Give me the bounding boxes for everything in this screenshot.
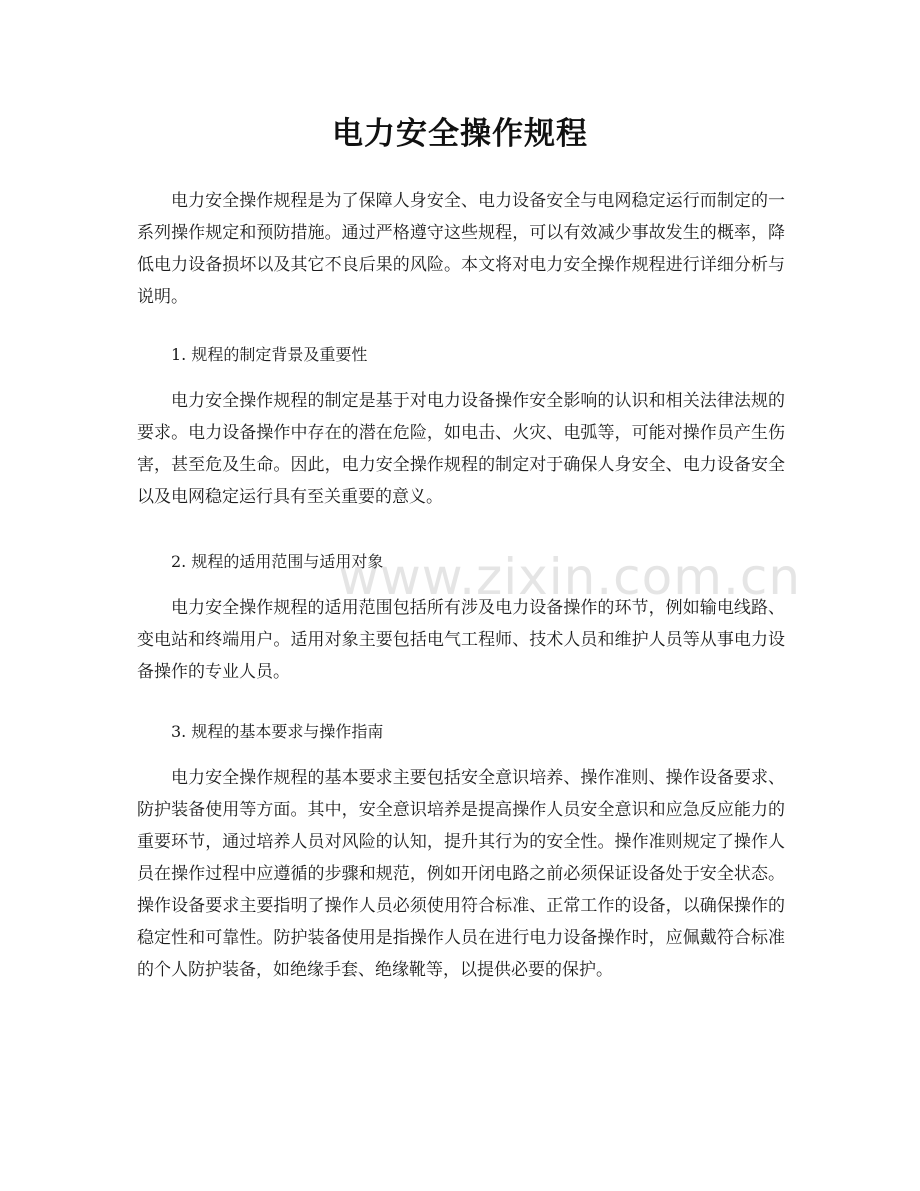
section-3-paragraph: 电力安全操作规程的基本要求主要包括安全意识培养、操作准则、操作设备要求、防护装备使用等方面。其中，安全意识培养是提高操作人员安全意识和应急反应能力的重要环节，通过培养人员对风险的认知，提升其行为的安全性。操作准则规定了操作人员在操作过程中应遵循的步骤和规范，例如开闭电路之前必须保证设备处于安全状态。操作设备要求主要指明了操作人员必须使用符合标准、正常工作的设备，以确保操作的稳定性和可靠性。防护装备使用是指操作人员在进行电力设备操作时，应佩戴符合标准的个人防护装备，如绝缘手套、绝缘靴等，以提供必要的保护。 <box>137 768 785 980</box>
intro-paragraph: 电力安全操作规程是为了保障人身安全、电力设备安全与电网稳定运行而制定的一系列操作规定和预防措施。通过严格遵守这些规程，可以有效减少事故发生的概率，降低电力设备损坏以及其它不良后果的风险。本文将对电力安全操作规程进行详细分析与说明。 <box>137 191 785 307</box>
section-3-heading: 3. 规程的基本要求与操作指南 <box>171 722 384 741</box>
section-2-heading: 2. 规程的适用范围与适用对象 <box>171 552 384 571</box>
section-1-heading: 1. 规程的制定背景及重要性 <box>171 345 368 364</box>
document-title: 电力安全操作规程 <box>332 116 588 152</box>
section-2-paragraph: 电力安全操作规程的适用范围包括所有涉及电力设备操作的环节，例如输电线路、变电站和终端用户。适用对象主要包括电气工程师、技术人员和维护人员等从事电力设备操作的专业人员。 <box>137 598 785 682</box>
section-1-paragraph: 电力安全操作规程的制定是基于对电力设备操作安全影响的认识和相关法律法规的要求。电力设备操作中存在的潜在危险，如电击、火灾、电弧等，可能对操作员产生伤害，甚至危及生命。因此，电力安全操作规程的制定对于确保人身安全、电力设备安全以及电网稳定运行具有至关重要的意义。 <box>137 391 785 507</box>
watermark: www.zixin.com.cn <box>338 548 802 606</box>
